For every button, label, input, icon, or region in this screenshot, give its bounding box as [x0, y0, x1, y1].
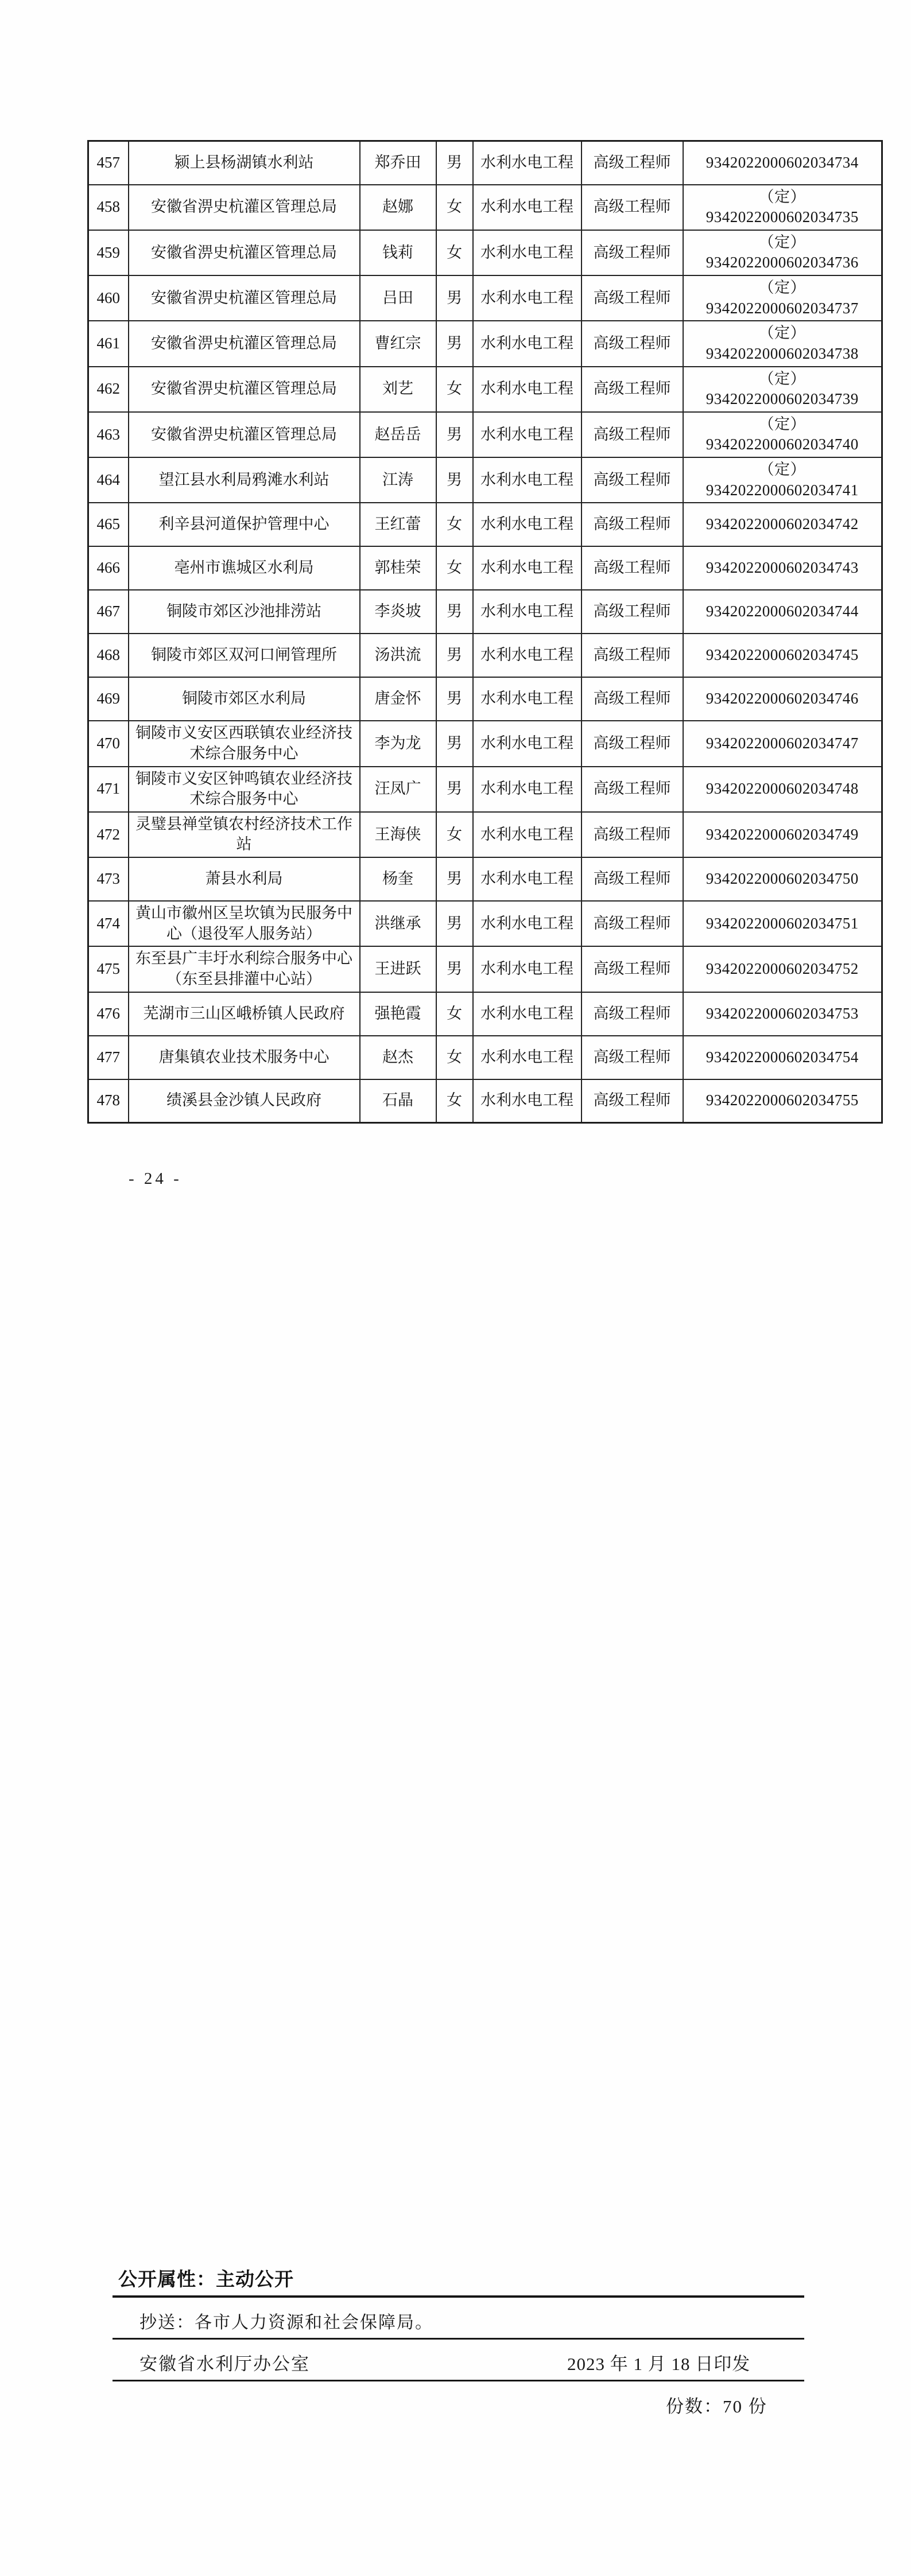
table-row: [88, 812, 882, 857]
print-date: 2023 年 1 月 18 日印发: [567, 2354, 751, 2374]
serial-cell: 464: [88, 457, 129, 503]
cc-line: 抄送：各市人力资源和社会保障局。: [139, 2313, 433, 2332]
gender-cell: 男: [436, 634, 473, 677]
serial-cell: 467: [88, 590, 129, 634]
name-cell: 赵娜: [360, 185, 436, 230]
organization-cell: 灵璧县禅堂镇农村经济技术工作站: [129, 812, 360, 857]
name-cell: 李为龙: [360, 721, 436, 766]
title-cell: 高级工程师: [582, 1079, 683, 1123]
gender-cell: 女: [436, 812, 473, 857]
gender-cell: 女: [436, 992, 473, 1036]
gender-cell: 女: [436, 230, 473, 275]
serial-cell: 472: [88, 812, 129, 857]
table-row: [88, 857, 882, 901]
major-cell: 水利水电工程: [473, 590, 582, 634]
serial-cell: 462: [88, 367, 129, 412]
major-cell: 水利水电工程: [473, 1079, 582, 1123]
serial-cell: 475: [88, 946, 129, 992]
certificate-cell: 9342022000602034743: [683, 546, 882, 590]
serial-cell: 469: [88, 677, 129, 721]
title-cell: 高级工程师: [582, 230, 683, 275]
gender-cell: 男: [436, 767, 473, 812]
name-cell: 钱莉: [360, 230, 436, 275]
serial-cell: 477: [88, 1036, 129, 1079]
title-cell: 高级工程师: [582, 812, 683, 857]
table-row: [88, 946, 882, 992]
table-row: [88, 367, 882, 412]
gender-cell: 女: [436, 503, 473, 546]
major-cell: 水利水电工程: [473, 321, 582, 366]
serial-cell: 471: [88, 767, 129, 812]
certificate-cell: 9342022000602034754: [683, 1036, 882, 1079]
table-row: [88, 1036, 882, 1079]
serial-cell: 461: [88, 321, 129, 366]
major-cell: 水利水电工程: [473, 767, 582, 812]
major-cell: 水利水电工程: [473, 457, 582, 503]
major-cell: 水利水电工程: [473, 901, 582, 946]
certificate-cell: （定）9342022000602034739: [683, 367, 882, 412]
certificate-cell: 9342022000602034748: [683, 767, 882, 812]
organization-cell: 绩溪县金沙镇人民政府: [129, 1079, 360, 1123]
certificate-cell: 9342022000602034750: [683, 857, 882, 901]
name-cell: 洪继承: [360, 901, 436, 946]
gender-cell: 女: [436, 1036, 473, 1079]
organization-cell: 安徽省淠史杭灌区管理总局: [129, 275, 360, 321]
certificate-cell: 9342022000602034745: [683, 634, 882, 677]
major-cell: 水利水电工程: [473, 812, 582, 857]
major-cell: 水利水电工程: [473, 721, 582, 766]
title-cell: 高级工程师: [582, 457, 683, 503]
organization-cell: 铜陵市义安区钟鸣镇农业经济技术综合服务中心: [129, 767, 360, 812]
table-row: [88, 275, 882, 321]
table-row: [88, 634, 882, 677]
major-cell: 水利水电工程: [473, 275, 582, 321]
major-cell: 水利水电工程: [473, 1036, 582, 1079]
certificate-cell: 9342022000602034749: [683, 812, 882, 857]
certificate-cell: 9342022000602034742: [683, 503, 882, 546]
publicity-attribute-line: 公开属性：主动公开: [118, 2268, 294, 2290]
organization-cell: 萧县水利局: [129, 857, 360, 901]
name-cell: 吕田: [360, 275, 436, 321]
table-row: [88, 546, 882, 590]
serial-cell: 457: [88, 141, 129, 185]
name-cell: 刘艺: [360, 367, 436, 412]
gender-cell: 女: [436, 367, 473, 412]
certificate-cell: 9342022000602034751: [683, 901, 882, 946]
gender-cell: 男: [436, 321, 473, 366]
major-cell: 水利水电工程: [473, 185, 582, 230]
title-cell: 高级工程师: [582, 141, 683, 185]
footer-divider-top: [113, 2295, 804, 2298]
organization-cell: 铜陵市义安区西联镇农业经济技术综合服务中心: [129, 721, 360, 766]
certificate-cell: （定）9342022000602034737: [683, 275, 882, 321]
major-cell: 水利水电工程: [473, 230, 582, 275]
organization-cell: 望江县水利局鸦滩水利站: [129, 457, 360, 503]
major-cell: 水利水电工程: [473, 677, 582, 721]
certificate-cell: 9342022000602034746: [683, 677, 882, 721]
name-cell: 赵岳岳: [360, 412, 436, 457]
title-cell: 高级工程师: [582, 634, 683, 677]
table-row: [88, 1079, 882, 1123]
title-cell: 高级工程师: [582, 367, 683, 412]
serial-cell: 476: [88, 992, 129, 1036]
gender-cell: 男: [436, 412, 473, 457]
certificate-cell: 9342022000602034744: [683, 590, 882, 634]
major-cell: 水利水电工程: [473, 503, 582, 546]
title-cell: 高级工程师: [582, 992, 683, 1036]
name-cell: 唐金怀: [360, 677, 436, 721]
table-row: [88, 677, 882, 721]
certificate-cell: 9342022000602034755: [683, 1079, 882, 1123]
copies-count: 份数：70 份: [666, 2396, 767, 2416]
certificate-roster-table-body: [88, 141, 882, 1123]
major-cell: 水利水电工程: [473, 367, 582, 412]
certificate-cell: （定）9342022000602034735: [683, 185, 882, 230]
title-cell: 高级工程师: [582, 503, 683, 546]
serial-cell: 458: [88, 185, 129, 230]
table-row: [88, 230, 882, 275]
serial-cell: 459: [88, 230, 129, 275]
page-number: - 24 -: [129, 1170, 182, 1188]
title-cell: 高级工程师: [582, 901, 683, 946]
title-cell: 高级工程师: [582, 185, 683, 230]
gender-cell: 女: [436, 185, 473, 230]
organization-cell: 利辛县河道保护管理中心: [129, 503, 360, 546]
title-cell: 高级工程师: [582, 1036, 683, 1079]
certificate-roster-table: [87, 140, 883, 1124]
certificate-cell: 9342022000602034747: [683, 721, 882, 766]
major-cell: 水利水电工程: [473, 946, 582, 992]
name-cell: 汤洪流: [360, 634, 436, 677]
table-row: [88, 901, 882, 946]
table-row: [88, 321, 882, 366]
organization-cell: 安徽省淠史杭灌区管理总局: [129, 367, 360, 412]
organization-cell: 安徽省淠史杭灌区管理总局: [129, 230, 360, 275]
name-cell: 王进跃: [360, 946, 436, 992]
title-cell: 高级工程师: [582, 321, 683, 366]
gender-cell: 男: [436, 901, 473, 946]
table-row: [88, 141, 882, 185]
serial-cell: 474: [88, 901, 129, 946]
serial-cell: 465: [88, 503, 129, 546]
issuing-office: 安徽省水利厅办公室: [139, 2354, 310, 2374]
major-cell: 水利水电工程: [473, 546, 582, 590]
table-row: [88, 767, 882, 812]
table-row: [88, 412, 882, 457]
gender-cell: 男: [436, 141, 473, 185]
title-cell: 高级工程师: [582, 721, 683, 766]
organization-cell: 铜陵市郊区双河口闸管理所: [129, 634, 360, 677]
major-cell: 水利水电工程: [473, 857, 582, 901]
organization-cell: 安徽省淠史杭灌区管理总局: [129, 412, 360, 457]
table-row: [88, 721, 882, 766]
certificate-cell: 9342022000602034753: [683, 992, 882, 1036]
major-cell: 水利水电工程: [473, 141, 582, 185]
footer-divider-middle: [113, 2338, 804, 2340]
organization-cell: 芜湖市三山区峨桥镇人民政府: [129, 992, 360, 1036]
organization-cell: 安徽省淠史杭灌区管理总局: [129, 321, 360, 366]
serial-cell: 460: [88, 275, 129, 321]
name-cell: 王海侠: [360, 812, 436, 857]
organization-cell: 颍上县杨湖镇水利站: [129, 141, 360, 185]
table-row: [88, 185, 882, 230]
name-cell: 李炎坡: [360, 590, 436, 634]
name-cell: 郭桂荣: [360, 546, 436, 590]
name-cell: 强艳霞: [360, 992, 436, 1036]
serial-cell: 463: [88, 412, 129, 457]
gender-cell: 男: [436, 857, 473, 901]
organization-cell: 安徽省淠史杭灌区管理总局: [129, 185, 360, 230]
title-cell: 高级工程师: [582, 412, 683, 457]
gender-cell: 男: [436, 677, 473, 721]
table-row: [88, 590, 882, 634]
table-row: [88, 992, 882, 1036]
name-cell: 曹红宗: [360, 321, 436, 366]
serial-cell: 478: [88, 1079, 129, 1123]
table-row: [88, 457, 882, 503]
gender-cell: 女: [436, 546, 473, 590]
footer-divider-bottom: [113, 2380, 804, 2381]
title-cell: 高级工程师: [582, 857, 683, 901]
certificate-cell: 9342022000602034752: [683, 946, 882, 992]
organization-cell: 铜陵市郊区沙池排涝站: [129, 590, 360, 634]
serial-cell: 466: [88, 546, 129, 590]
organization-cell: 东至县广丰圩水利综合服务中心（东至县排灌中心站）: [129, 946, 360, 992]
title-cell: 高级工程师: [582, 590, 683, 634]
serial-cell: 468: [88, 634, 129, 677]
gender-cell: 男: [436, 590, 473, 634]
name-cell: 赵杰: [360, 1036, 436, 1079]
major-cell: 水利水电工程: [473, 412, 582, 457]
title-cell: 高级工程师: [582, 677, 683, 721]
major-cell: 水利水电工程: [473, 992, 582, 1036]
certificate-cell: （定）9342022000602034738: [683, 321, 882, 366]
name-cell: 汪凤广: [360, 767, 436, 812]
name-cell: 王红蕾: [360, 503, 436, 546]
table-row: [88, 503, 882, 546]
organization-cell: 亳州市谯城区水利局: [129, 546, 360, 590]
serial-cell: 473: [88, 857, 129, 901]
gender-cell: 男: [436, 275, 473, 321]
certificate-cell: 9342022000602034734: [683, 141, 882, 185]
name-cell: 郑乔田: [360, 141, 436, 185]
certificate-cell: （定）9342022000602034740: [683, 412, 882, 457]
name-cell: 江涛: [360, 457, 436, 503]
name-cell: 杨奎: [360, 857, 436, 901]
organization-cell: 铜陵市郊区水利局: [129, 677, 360, 721]
certificate-cell: （定）9342022000602034736: [683, 230, 882, 275]
title-cell: 高级工程师: [582, 275, 683, 321]
gender-cell: 男: [436, 457, 473, 503]
major-cell: 水利水电工程: [473, 634, 582, 677]
organization-cell: 唐集镇农业技术服务中心: [129, 1036, 360, 1079]
name-cell: 石晶: [360, 1079, 436, 1123]
title-cell: 高级工程师: [582, 767, 683, 812]
organization-cell: 黄山市徽州区呈坎镇为民服务中心（退役军人服务站）: [129, 901, 360, 946]
title-cell: 高级工程师: [582, 946, 683, 992]
gender-cell: 女: [436, 1079, 473, 1123]
serial-cell: 470: [88, 721, 129, 766]
title-cell: 高级工程师: [582, 546, 683, 590]
gender-cell: 男: [436, 946, 473, 992]
gender-cell: 男: [436, 721, 473, 766]
certificate-cell: （定）9342022000602034741: [683, 457, 882, 503]
